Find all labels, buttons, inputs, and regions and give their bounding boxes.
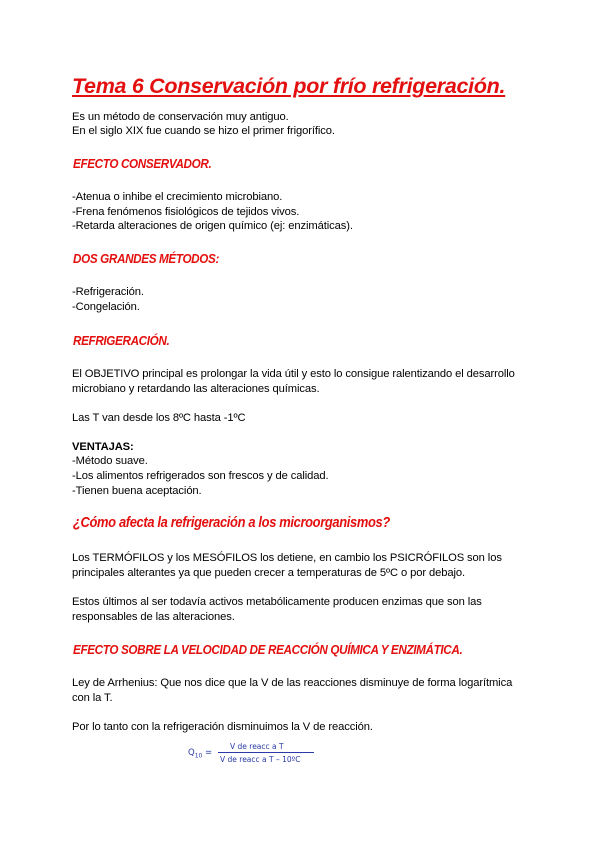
intro-line-2: En el siglo XIX fue cuando se hizo el primer frigorífico. xyxy=(72,125,335,137)
intro-line-1: Es un método de conservación muy antiguo. xyxy=(72,111,289,123)
paragraph-line: Los TERMÓFILOS y los MESÓFILOS los detiene, en cambio los PSICRÓFILOS son los xyxy=(72,552,502,564)
list-item: -Retarda alteraciones de origen químico (ej: enzimáticas). xyxy=(72,220,353,232)
page-title: Tema 6 Conservación por frío refrigeración. xyxy=(72,74,506,98)
paragraph-line: con la T. xyxy=(72,692,113,704)
temperature-range: Las T van desde los 8ºC hasta -1ºC xyxy=(72,412,246,424)
paragraph-line: principales alterantes ya que pueden crecer a temperaturas de 5ºC o por debajo. xyxy=(72,567,465,579)
ventajas-label: VENTAJAS: xyxy=(72,441,134,453)
paragraph-line: Por lo tanto con la refrigeración disminuimos la V de reacción. xyxy=(72,721,373,733)
paragraph-line: responsables de las alteraciones. xyxy=(72,611,235,623)
heading-refrigeracion: REFRIGERACIÓN. xyxy=(73,333,170,348)
formula-numerator: V de reacc a T xyxy=(230,742,284,751)
list-item: -Método suave. xyxy=(72,455,148,467)
list-item: -Refrigeración. xyxy=(72,286,144,298)
objetivo-line-1: El OBJETIVO principal es prolongar la vida útil y esto lo consigue ralentizando el desarrollo xyxy=(72,368,515,380)
objetivo-line-2: microbiano y retardando las alteraciones químicas. xyxy=(72,383,320,395)
formula-lhs: $Q_{10}$ = xyxy=(188,748,213,760)
fraction-bar xyxy=(218,752,314,753)
list-item: -Congelación. xyxy=(72,301,140,313)
paragraph-line: Estos últimos al ser todavía activos metabólicamente producen enzimas que son las xyxy=(72,596,482,608)
heading-dos-grandes-metodos: DOS GRANDES MÉTODOS: xyxy=(73,251,220,266)
heading-velocidad-reaccion: EFECTO SOBRE LA VELOCIDAD DE REACCIÓN QUÍMICA Y ENZIMÁTICA. xyxy=(73,642,463,657)
heading-efecto-conservador: EFECTO CONSERVADOR. xyxy=(73,156,212,171)
list-item: -Los alimentos refrigerados son frescos y de calidad. xyxy=(72,470,329,482)
list-item: -Tienen buena aceptación. xyxy=(72,485,202,497)
paragraph-line: Ley de Arrhenius: Que nos dice que la V de las reacciones disminuye de forma logarítmica xyxy=(72,677,513,689)
formula-denominator: V de reacc a T – 10ºC xyxy=(220,755,301,764)
heading-microorganismos: ¿Cómo afecta la refrigeración a los microorganismos? xyxy=(73,514,390,531)
list-item: -Frena fenómenos fisiológicos de tejidos vivos. xyxy=(72,206,300,218)
list-item: -Atenua o inhibe el crecimiento microbiano. xyxy=(72,191,283,203)
q10-formula xyxy=(188,742,328,768)
